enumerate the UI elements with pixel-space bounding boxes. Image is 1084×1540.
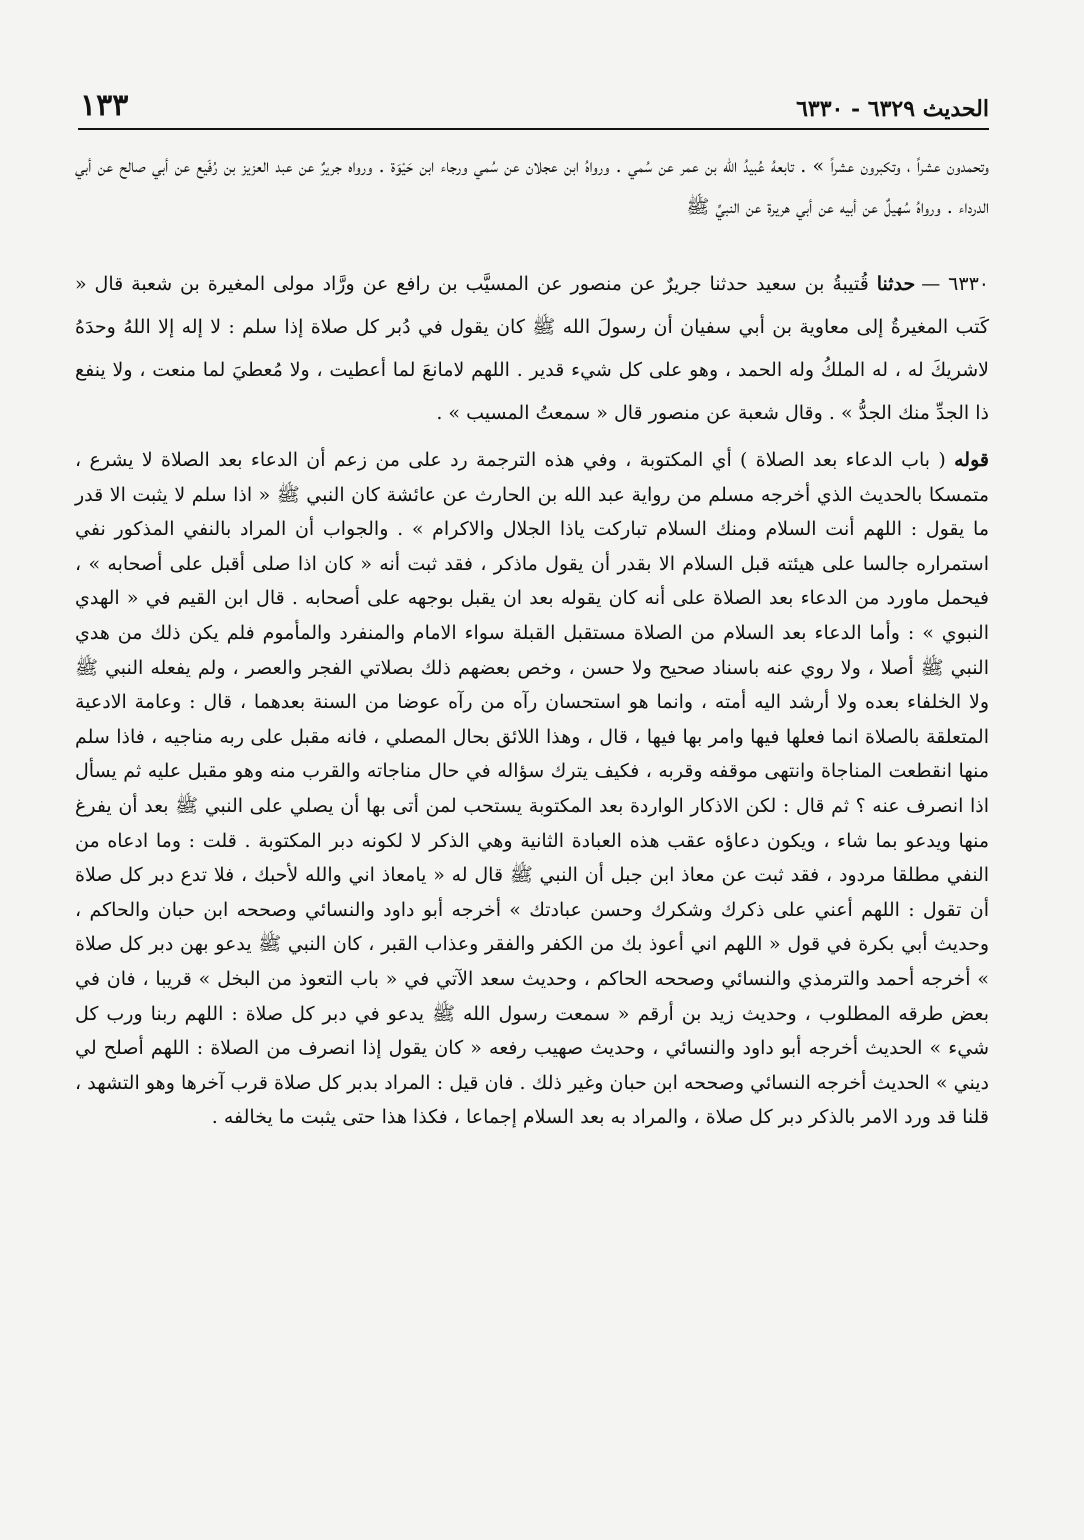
hadith-paragraph — [75, 263, 989, 435]
commentary-lead-word: قوله — [954, 449, 989, 471]
page-number: ١٣٣ — [80, 88, 129, 123]
running-head: الحديث ٦٣٢٩ - ٦٣٣٠ — [796, 96, 989, 122]
commentary-paragraph — [75, 443, 989, 1135]
hadith-text: قُتيبةُ بن سعيد حدثنا جريرٌ عن منصور عن المسيَّب بن رافع عن ورَّاد مولى المغيرة بن شعبة قال « كَتب المغيرةُ إلى معاوية بن أبي سفيان أن رسولَ الله ﷺ كان يقول في دُبر كل صلاة إذا سلم : لا إله إلا اللهُ وحدَهُ لاشريكَ له ، له الملكُ وله الحمد ، وهو على كل شيء قدير . اللهم لامانعَ لما أعطيت ، ولا مُعطيَ لما منعت ، ولا ينفع ذا الجدِّ منك الجدُّ » . وقال شعبة عن منصور قال « سمعتُ المسيب » . — [75, 273, 989, 424]
continued-hadith-paragraph — [75, 146, 989, 227]
hadith-number: ٦٣٣٠ — — [921, 273, 989, 295]
continued-hadith-text: وتحمدون عشراً ، وتكبرون عشراً » . تابعهُ عُبيدُ الله بن عمر عن سُمي . ورواهُ ابن عجلان عن سُمي ورجاء ابن حَيْوَة . ورواه جريرٌ عن عبد العزيز بن رُفَيع عن أبي صالح عن أبي الدرداء . ورواهُ سُهيلٌ عن أبيه عن أبي هريرة عن النبيِّ ﷺ — [75, 155, 989, 218]
header-rule — [78, 128, 989, 130]
page-header — [80, 78, 989, 122]
commentary-text: ( باب الدعاء بعد الصلاة ) أي المكتوبة ، وفي هذه الترجمة رد على من زعم أن الدعاء بعد الصلاة لا يشرع ، متمسكا بالحديث الذي أخرجه مسلم من رواية عبد الله بن الحارث عن عائشة كان النبي ﷺ « اذا سلم لا يثبت الا قدر ما يقول : اللهم أنت السلام ومنك السلام تباركت ياذا الجلال والاكرام » . والجواب أن المراد بالنفي المذكور نفي استمراره جالسا على هيئته قبل السلام الا بقدر أن يقول ماذكر ، فقد ثبت أنه « كان اذا صلى أقبل على أصحابه » ، فيحمل ماورد من الدعاء بعد الصلاة على أنه كان يقوله بعد ان يقبل بوجهه على أصحابه . قال ابن القيم في « الهدي النبوي » : وأما الدعاء بعد السلام من الصلاة مستقبل القبلة سواء الامام والمنفرد والمأموم فلم يكن ذلك من هدي النبي ﷺ أصلا ، ولا روي عنه باسناد صحيح ولا حسن ، وخص بعضهم ذلك بصلاتي الفجر والعصر ، ولم يفعله النبي ﷺ ولا الخلفاء بعده ولا أرشد اليه أمته ، وانما هو استحسان رآه من رآه عوضا من السنة بعدهما ، قال : وعامة الادعية المتعلقة بالصلاة انما فعلها فيها وامر بها فيها ، قال ، وهذا اللائق بحال المصلي ، فانه مقبل على ربه مناجيه ، فاذا سلم منها انقطعت المناجاة وانتهى موقفه وقربه ، فكيف يترك سؤاله في حال مناجاته والقرب منه وهو مقبل عليه ثم يسأل اذا انصرف عنه ؟ ثم قال : لكن الاذكار الواردة بعد المكتوبة يستحب لمن أتى بها أن يصلي على النبي ﷺ بعد أن يفرغ منها ويدعو بما شاء ، ويكون دعاؤه عقب هذه العبادة الثانية وهي الذكر لا لكونه دبر المكتوبة . قلت : وما ادعاه من النفي مطلقا مردود ، فقد ثبت عن معاذ ابن جبل أن النبي ﷺ قال له « يامعاذ اني والله لأحبك ، فلا تدع دبر كل صلاة أن تقول : اللهم أعني على ذكرك وشكرك وحسن عبادتك » أخرجه أبو داود والنسائي وصححه ابن حبان والحاكم ، وحديث أبي بكرة في قول « اللهم اني أعوذ بك من الكفر والفقر وعذاب القبر ، كان النبي ﷺ يدعو بهن دبر كل صلاة » أخرجه أحمد والترمذي والنسائي وصححه الحاكم ، وحديث سعد الآتي في « باب التعوذ من البخل » قريبا ، فان في بعض طرقه المطلوب ، وحديث زيد بن أرقم « سمعت رسول الله ﷺ يدعو في دبر كل صلاة : اللهم ربنا ورب كل شيء » الحديث أخرجه أبو داود والنسائي ، وحديث صهيب رفعه « كان يقول إذا انصرف من الصلاة : اللهم أصلح لي ديني » الحديث أخرجه النسائي وصححه ابن حبان وغير ذلك . فان قيل : المراد بدبر كل صلاة قرب آخرها وهو التشهد ، قلنا قد ورد الامر بالذكر دبر كل صلاة ، والمراد به بعد السلام إجماعا ، فكذا هذا حتى يثبت ما يخالفه . — [75, 449, 989, 1129]
hadith-lead-word: حدثنا — [876, 273, 916, 295]
page-body — [75, 146, 989, 1135]
